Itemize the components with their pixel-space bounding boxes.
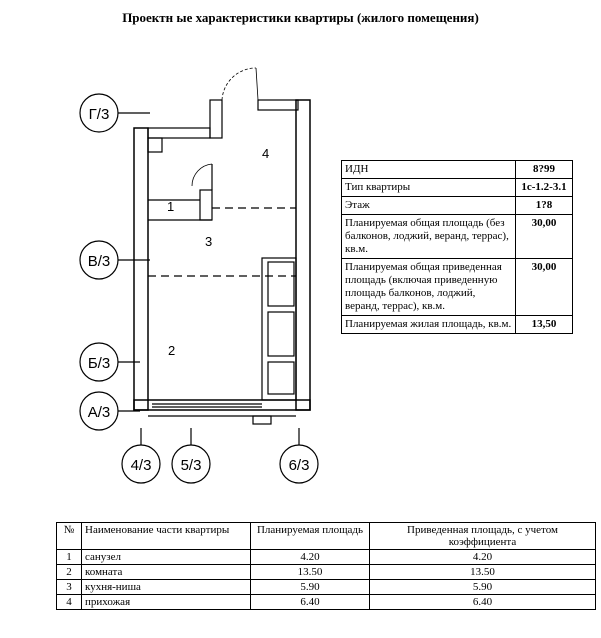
char-value: 1?8 bbox=[516, 197, 573, 215]
axis-label: А/3 bbox=[87, 404, 111, 421]
char-label: Этаж bbox=[342, 197, 516, 215]
table-cell: 1 bbox=[57, 550, 82, 565]
table-row bbox=[342, 197, 573, 215]
table-cell: 5.90 bbox=[370, 580, 596, 595]
table-header-row bbox=[57, 523, 596, 550]
table-row bbox=[57, 565, 596, 580]
axis-label: Г/3 bbox=[88, 106, 110, 123]
table-cell: кухня-ниша bbox=[82, 580, 251, 595]
table-cell: 13.50 bbox=[251, 565, 370, 580]
page-title: Проектн ые характеристики квартиры (жилого помещения) bbox=[122, 10, 479, 25]
room-number: 4 bbox=[262, 146, 270, 161]
axis-label: 5/3 bbox=[180, 457, 202, 474]
column-header: Приведенная площадь, с учетом коэффициента bbox=[370, 523, 596, 550]
characteristics-table bbox=[341, 160, 573, 334]
char-label: ИДН bbox=[342, 161, 516, 179]
axis-label: Б/3 bbox=[87, 355, 111, 372]
char-label: Тип квартиры bbox=[342, 179, 516, 197]
rooms-table bbox=[56, 522, 596, 610]
table-row bbox=[342, 161, 573, 179]
table-cell: 6.40 bbox=[251, 595, 370, 610]
table-cell: 13.50 bbox=[370, 565, 596, 580]
table-row bbox=[57, 580, 596, 595]
table-row bbox=[342, 316, 573, 334]
axis-label: 4/3 bbox=[130, 457, 152, 474]
table-cell: 5.90 bbox=[251, 580, 370, 595]
column-header: Наименование части квартиры bbox=[82, 523, 251, 550]
char-value: 13,50 bbox=[516, 316, 573, 334]
char-value: 30,00 bbox=[516, 259, 573, 316]
table-row bbox=[57, 550, 596, 565]
table-cell: санузел bbox=[82, 550, 251, 565]
room-number: 2 bbox=[168, 343, 176, 358]
table-cell: 2 bbox=[57, 565, 82, 580]
char-value: 8?99 bbox=[516, 161, 573, 179]
table-cell: 4.20 bbox=[370, 550, 596, 565]
axis-label: В/3 bbox=[87, 253, 111, 270]
column-header: № bbox=[57, 523, 82, 550]
table-cell: 4 bbox=[57, 595, 82, 610]
table-row bbox=[342, 179, 573, 197]
table-row bbox=[342, 259, 573, 316]
floor-plan bbox=[0, 55, 330, 485]
char-label: Планируемая жилая площадь, кв.м. bbox=[342, 316, 516, 334]
table-cell: 4.20 bbox=[251, 550, 370, 565]
char-label: Планируемая общая приведенная площадь (включая приведенную площадь балконов, лоджий, веранд, террас), кв.м. bbox=[342, 259, 516, 316]
table-row bbox=[57, 595, 596, 610]
char-value: 30,00 bbox=[516, 215, 573, 259]
char-value: 1с-1.2-3.1 bbox=[516, 179, 573, 197]
axis-label: 6/3 bbox=[288, 457, 310, 474]
room-number: 1 bbox=[167, 199, 175, 214]
table-cell: комната bbox=[82, 565, 251, 580]
char-label: Планируемая общая площадь (без балконов, лоджий, веранд, террас), кв.м. bbox=[342, 215, 516, 259]
table-cell: 6.40 bbox=[370, 595, 596, 610]
table-cell: прихожая bbox=[82, 595, 251, 610]
table-cell: 3 bbox=[57, 580, 82, 595]
table-row bbox=[342, 215, 573, 259]
room-number: 3 bbox=[205, 234, 213, 249]
column-header: Планируемая площадь bbox=[251, 523, 370, 550]
